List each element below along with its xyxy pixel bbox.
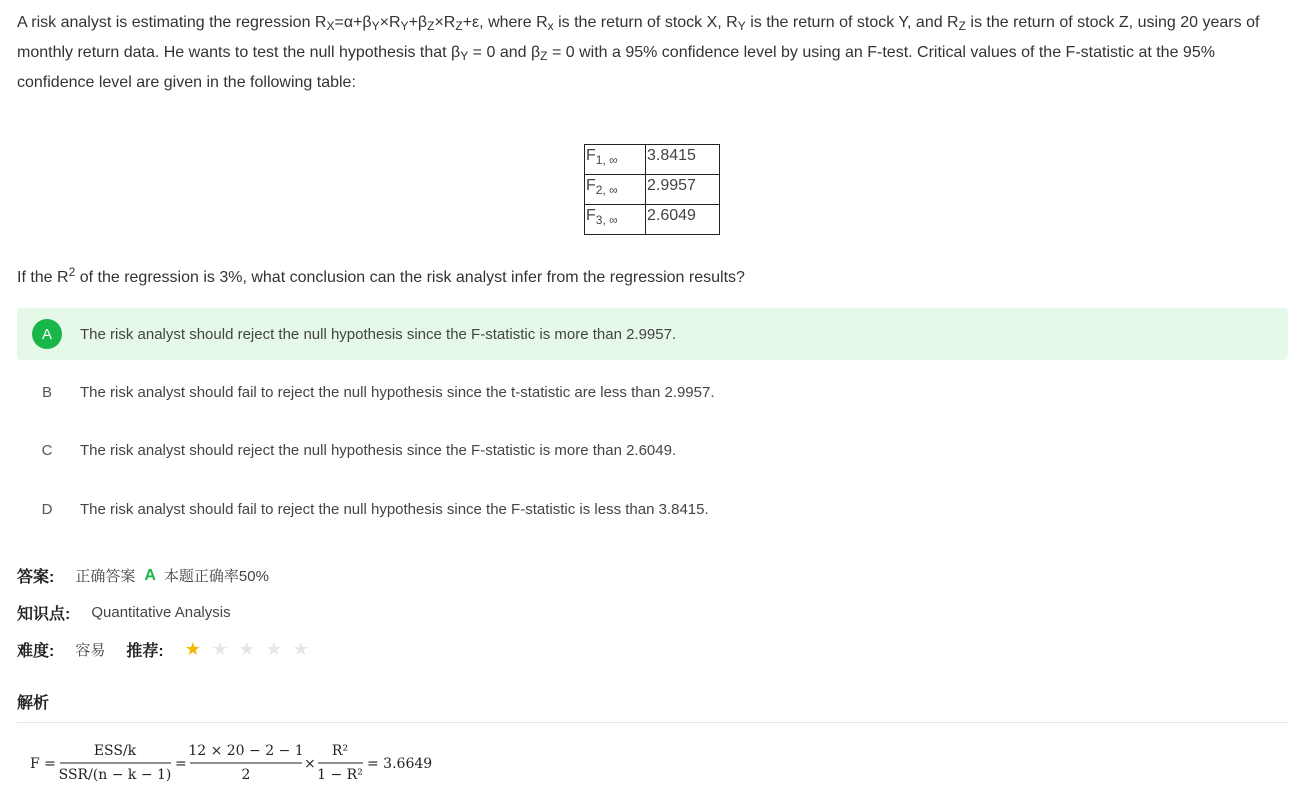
recommend-label: 推荐: [126,643,164,660]
difficulty-value: 容易 [75,642,106,659]
answer-label: 答案: [17,569,55,586]
analysis-formula [30,736,470,786]
critical-values-table [584,144,720,235]
option-text: The risk analyst should reject the null hypothesis since the F-statistic is more than 2.9957. [80,325,677,343]
option-text: The risk analyst should fail to reject the null hypothesis since the t-statistic are less than 2.9957. [80,383,715,401]
table-row [585,205,720,235]
option-b[interactable] [17,366,1288,418]
table-row [585,145,720,175]
f-label: $F_{3, \infty}$ [585,205,646,235]
correct-answer-letter: A [144,566,156,584]
f-value: 2.9957 [646,175,720,205]
option-letter: A [32,319,62,349]
f-value: 2.6049 [646,205,720,235]
f-value: 3.8415 [646,145,720,175]
option-letter: C [41,441,53,459]
formula-num1: ESS/k [93,743,137,759]
star-icon: ★ [184,639,201,659]
option-letter: B [41,383,52,401]
knowledge-row [17,601,231,624]
knowledge-value: Quantitative Analysis [91,604,231,621]
star-icon: ★ [238,639,255,659]
formula-f: F = [30,756,56,772]
difficulty-row [17,638,320,661]
table-row [585,175,720,205]
option-a[interactable] [17,308,1288,360]
star-icon: ★ [211,639,228,659]
formula-num2: 12 × 20 − 2 − 1 [188,743,304,759]
option-text: The risk analyst should reject the null hypothesis since the F-statistic is more than 2.6049. [80,441,677,459]
knowledge-label: 知识点: [17,606,71,623]
formula-den2: 2 [241,767,251,783]
formula-times: × [304,756,316,772]
option-text: The risk analyst should fail to reject the null hypothesis since the F-statistic is less than 3.8415. [80,500,709,518]
formula-result: = 3.6649 [367,756,433,772]
star-icon: ★ [265,639,282,659]
f-label: $F_{1, \infty}$ [585,145,646,175]
formula-eq2: = [175,756,187,772]
formula-den1: SSR/(n − k − 1) [58,767,172,783]
answer-prefix: 正确答案 [75,568,136,585]
recommend-stars [185,639,320,660]
formula-num3: R² [331,743,349,759]
answer-row [17,564,269,587]
divider [17,722,1288,723]
option-d[interactable] [17,483,1288,535]
question-prompt: If the $R^2$ of the regression is 3%, what conclusion can the risk analyst infer from the regression results? [17,265,745,286]
star-icon: ★ [292,639,309,659]
formula-den3: 1 − R² [317,767,363,783]
analysis-title: 解析 [17,695,50,712]
f-label: $F_{2, \infty}$ [585,175,646,205]
correct-rate: 本题正确率50% [163,568,269,585]
option-c[interactable] [17,424,1288,476]
difficulty-label: 难度: [17,643,55,660]
question-text: A risk analyst is estimating the regression $R_X=\alpha+\beta_Y\times R_Y+\beta_Z\times R_Z+\varepsilon$, where $R_x$ is the return of stock X, $R_Y$ is the return of stock Y, and $R_Z$ is the return of stock Z, using 20 years of monthly return data. He wants to test the null hypothesis that $\beta_Y = 0$ and $\beta_Z = 0$ with a 95% confidence level by using an F-test. Critical values of the F-statistic at the 95% confidence level are given in the following table: [17,14,1260,91]
option-letter: D [41,500,53,518]
